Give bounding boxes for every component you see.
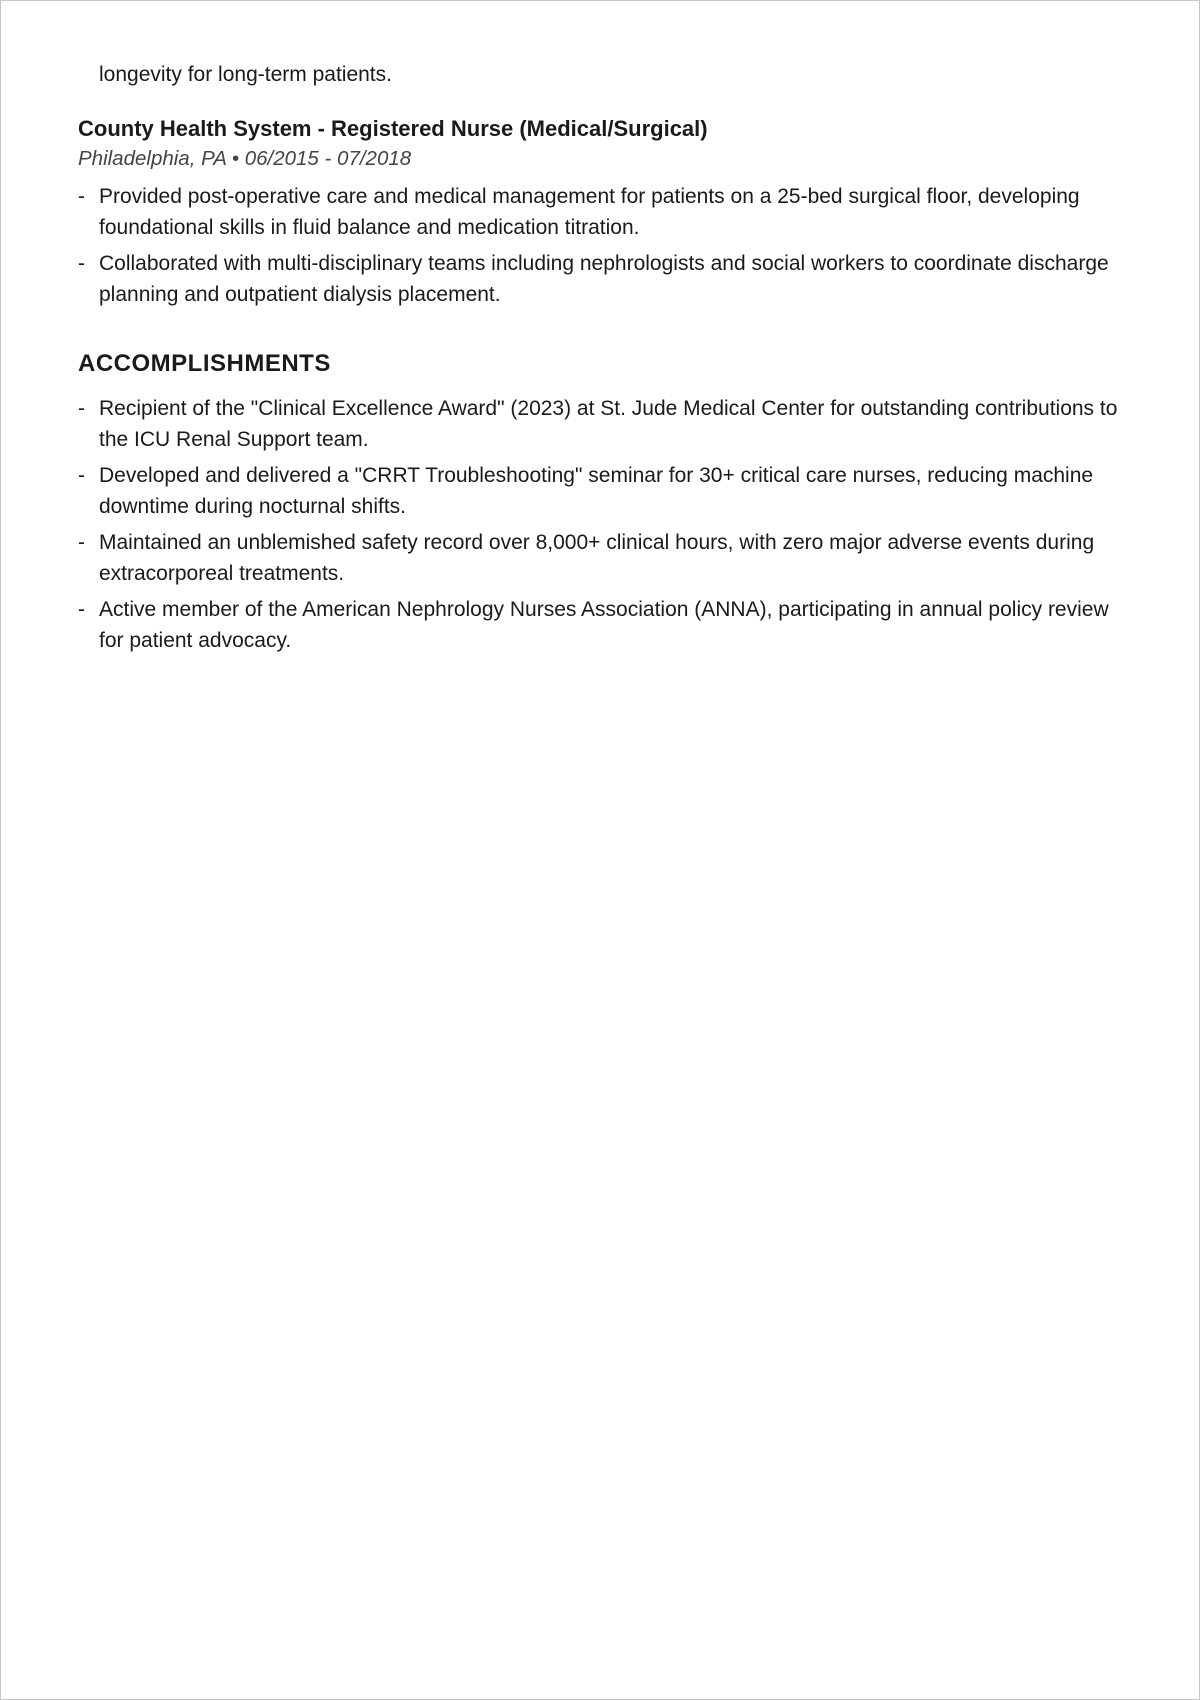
resume-content bbox=[78, 59, 1128, 661]
bullet-dash: - bbox=[78, 397, 85, 420]
job-bullet-list bbox=[78, 181, 1128, 310]
accomplishments-list bbox=[78, 393, 1128, 656]
bullet-dash: - bbox=[78, 531, 85, 554]
job-title: County Health System - Registered Nurse (Medical/Surgical) bbox=[78, 116, 708, 141]
accomplishment-text: Maintained an unblemished safety record over 8,000+ clinical hours, with zero major adverse events during extracorporeal treatments. bbox=[99, 531, 1095, 585]
accomplishment-text: Developed and delivered a "CRRT Troubleshooting" seminar for 30+ critical care nurses, reducing machine downtime during nocturnal shifts. bbox=[99, 464, 1094, 518]
bullet-dash: - bbox=[78, 464, 85, 487]
job-bullet bbox=[78, 248, 1128, 310]
accomplishment-item bbox=[78, 393, 1128, 455]
bullet-dash: - bbox=[78, 252, 85, 275]
accomplishments-heading: ACCOMPLISHMENTS bbox=[78, 350, 331, 377]
job-bullet-text: Provided post-operative care and medical management for patients on a 25-bed surgical floor, developing foundational skills in fluid balance and medication titration. bbox=[99, 185, 1080, 239]
accomplishment-item bbox=[78, 527, 1128, 589]
accomplishment-item bbox=[78, 460, 1128, 522]
job-bullet bbox=[78, 181, 1128, 243]
bullet-dash: - bbox=[78, 598, 85, 621]
accomplishment-text: Recipient of the "Clinical Excellence Award" (2023) at St. Jude Medical Center for outstanding contributions to the ICU Renal Support team. bbox=[99, 397, 1118, 451]
job-location-dates: Philadelphia, PA • 06/2015 - 07/2018 bbox=[78, 147, 412, 170]
accomplishment-text: Active member of the American Nephrology Nurses Association (ANNA), participating in annual policy review for patient advocacy. bbox=[99, 598, 1109, 652]
experience-entry-county-health bbox=[78, 113, 1128, 310]
accomplishment-item bbox=[78, 594, 1128, 656]
job-bullet-text: Collaborated with multi-disciplinary teams including nephrologists and social workers to coordinate discharge planning and outpatient dialysis placement. bbox=[99, 252, 1109, 306]
previous-bullet-continuation: longevity for long-term patients. bbox=[99, 63, 392, 86]
bullet-dash: - bbox=[78, 185, 85, 208]
